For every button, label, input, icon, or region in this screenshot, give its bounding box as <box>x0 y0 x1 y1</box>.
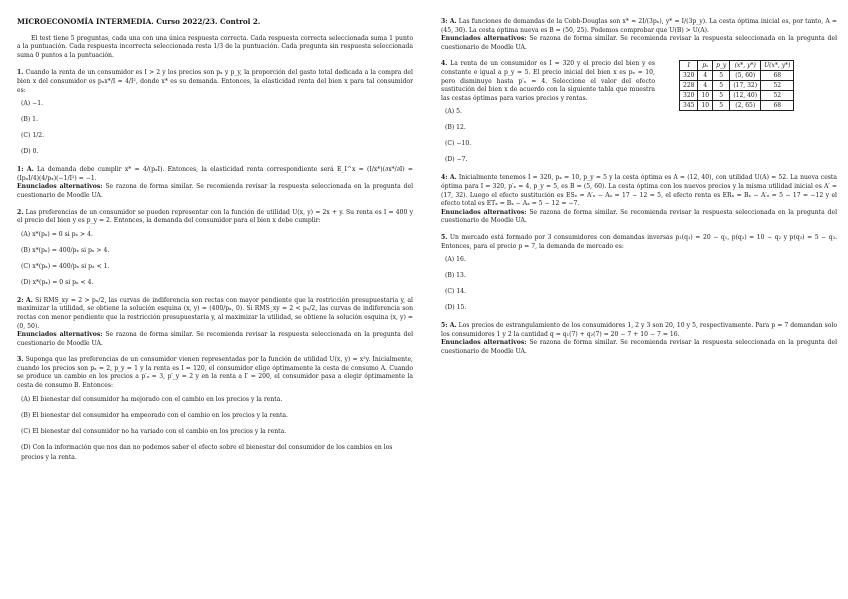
table-cell: 4 <box>698 81 713 91</box>
option-c: (C) 14. <box>445 288 467 296</box>
question-2-options <box>17 230 413 294</box>
alt-label: Enunciados alternativos: <box>17 183 103 191</box>
option-a: (A) x*(pₓ) = 0 si pₓ > 4. <box>21 230 93 238</box>
table-header: pₓ <box>698 61 713 71</box>
table-header: (x*, y*) <box>730 61 761 71</box>
table-cell: 52 <box>761 81 794 91</box>
table-cell: 52 <box>761 91 794 101</box>
table-cell: 5 <box>713 101 730 111</box>
table-row <box>680 91 794 101</box>
right-column <box>441 18 837 364</box>
question-3-solution <box>441 18 837 52</box>
option-b: (B) El bienestar del consumidor ha empeorado con el cambio en los precios y la renta. <box>21 411 288 419</box>
document-title: MICROECONOMÍA INTERMEDIA. Curso 2022/23. Control 2. <box>17 17 261 26</box>
question-4-stem <box>441 60 655 103</box>
question-text: Cuando la renta de un consumidor es I > 2 y los precios son pₓ y p_y, la proporción del gasto total dedicada a la compra del bien x del consumidor es pₓx*/I = 4/I², donde x* es su demanda. Entonces, la elasticidad renta del bien x para tal consumidor es: <box>17 69 413 94</box>
table-header: U(x*, y*) <box>761 61 794 71</box>
table-cell: (17, 32) <box>730 81 761 91</box>
answer-label: 1: A. <box>17 166 34 174</box>
option-b: (B) x*(pₓ) = 400/pₓ si pₓ > 4. <box>21 246 110 254</box>
alt-text: Se razona de forma similar. Se recomienda revisar la respuesta seleccionada en la pregunta del cuestionario de Moodle UA. <box>17 331 414 347</box>
table-header-row <box>680 61 794 71</box>
alt-label: Enunciados alternativos: <box>441 35 527 43</box>
question-number: 3. <box>17 356 24 364</box>
option-d: (D) Con la información que nos dan no podemos saber el efecto sobre el bienestar del consumidor de los cambios en los precios y la renta. <box>21 443 393 461</box>
question-4 <box>441 60 837 226</box>
option-c: (C) x*(pₓ) = 400/pₓ si pₓ < 1. <box>21 262 110 270</box>
option-a: (A) 5. <box>445 108 462 116</box>
option-d: (D) 0. <box>21 148 39 156</box>
question-5-solution <box>441 322 837 356</box>
answer-text: Los precios de estrangulamiento de los consumidores 1, 2 y 3 son 20, 10 y 5, respectivamente. Para p = 7 demandan solo los consumidores 1 y 2 la cantidad q = q₁(7) + q₂(7) = 20 − 7 + 10 − 7 = 16. <box>441 322 837 338</box>
option-c: (C) −10. <box>445 140 472 148</box>
question-number: 1. <box>17 69 24 77</box>
option-c: (C) El bienestar del consumidor no ha variado con el cambio en los precios y la renta. <box>21 427 287 435</box>
table-cell: 320 <box>680 71 698 81</box>
option-d: (D) 15. <box>445 304 467 312</box>
option-d: (D) −7. <box>445 156 468 164</box>
question-number: 4. <box>441 60 448 68</box>
question-3-stem <box>17 356 413 390</box>
question-4-stem-wrap <box>441 60 837 109</box>
table-cell: 68 <box>761 101 794 111</box>
table-row <box>680 81 794 91</box>
table-cell: (12, 40) <box>730 91 761 101</box>
answer-label: 5: A. <box>441 322 457 330</box>
question-text: Suponga que las preferencias de un consumidor vienen representadas por la función de utilidad U(x, y) = x²y. Inicialmente, cuando los precios son pₓ = 2, p_y = 1 y la renta es I = 120, el consumidor elige óptimamente la cesta de consumo A. Cuando se produce un cambio en los precios a p′ₓ = 3, p′_y = 2 y en la renta a I′ = 200, el consumidor pasa a elegir óptimamente la cesta de consumo B. Entonces: <box>17 356 413 390</box>
alt-label: Enunciados alternativos: <box>441 208 527 216</box>
table-cell: 10 <box>698 101 713 111</box>
option-c: (C) 1/2. <box>21 132 45 140</box>
left-column <box>17 18 413 465</box>
answer-text: Las funciones de demandas de la Cobb-Douglas son x* = 2I/(3pₓ), y* = I/(3p_y). La cesta óptima inicial es, por tanto, A = (45, 30). La cesta óptima nueva es B = (50, 25). Podemos comprobar que U(B) > U(A). <box>441 18 837 34</box>
table-cell: 68 <box>761 71 794 81</box>
question-text: Un mercado está formado por 3 consumidores con demandas inversas p₁(q₁) = 20 − q₁, p(q₂) = 10 − q₂ y p(q₃) = 5 − q₃. Entonces, para el precio p = 7, la demanda de mercado es: <box>441 233 838 250</box>
option-b: (B) 12. <box>445 124 466 132</box>
option-d: (D) x*(pₓ) = 0 si pₓ < 4. <box>21 278 94 286</box>
table-cell: 4 <box>698 71 713 81</box>
table-header: p_y <box>713 61 730 71</box>
instructions: El test tiene 5 preguntas, cada una con una única respuesta correcta. Cada respuesta correcta seleccionada suma 1 punto a la puntuación. Cada respuesta incorrecta seleccionada resta 1/3 de la puntuación. Cada pregunta sin respuesta seleccionada suma 0 puntos a la puntuación. <box>17 34 413 59</box>
option-a: (A) −1. <box>21 100 44 108</box>
question-number: 5. <box>441 233 448 241</box>
option-b: (B) 13. <box>445 272 466 280</box>
alt-text: Se razona de forma similar. Se recomienda revisar la respuesta seleccionada en la pregunta del cuestionario de Moodle UA. <box>441 339 838 355</box>
question-1-solution <box>17 166 413 200</box>
question-5 <box>441 234 837 357</box>
alt-text: Se razona de forma similar. Se recomienda revisar la respuesta seleccionada en la pregunta del cuestionario de Moodle UA. <box>17 183 414 199</box>
answer-text: Si RMS_xy = 2 > pₓ/2, las curvas de indiferencia son rectas con mayor pendiente que la restricción presupuestaria y, al maximizar la utilidad, se obtiene la solución esquina (x, y) = (400/pₓ, 0). Si RMS_xy = 2 < pₓ/2, las curvas de indiferencia son rectas con menor pendiente que la restricción presupuestaria y, al maximizar la utilidad, se obtiene la solución esquina (x, y) = (0, 50). <box>17 296 413 330</box>
question-4-solution <box>441 174 837 226</box>
question-4-options <box>441 107 837 171</box>
table-cell: 5 <box>713 91 730 101</box>
option-a: (A) 16. <box>445 256 466 264</box>
alt-text: Se razona de forma similar. Se recomienda revisar la respuesta seleccionada en la pregunta del cuestionario de Moodle UA. <box>441 208 838 225</box>
question-text: Las preferencias de un consumidor se pueden representar con la función de utilidad U(x, y) = 2x + y. Su renta es I = 400 y el precio del bien y es p_y = 2. Entonces, la demanda del consumidor para el bien x debe cumplir: <box>17 208 414 225</box>
table-cell: 228 <box>680 81 698 91</box>
question-3-options <box>17 395 413 463</box>
table-cell: 10 <box>698 91 713 101</box>
bundles-table <box>679 60 794 111</box>
option-b: (B) 1. <box>21 116 38 124</box>
answer-label: 4: A. <box>441 174 457 182</box>
question-2-solution <box>17 297 413 349</box>
table-row <box>680 101 794 111</box>
answer-text: Inicialmente tenemos I = 320, pₓ = 10, p_y = 5 y la cesta óptima es A = (12, 40), con utilidad U(A) = 52. La nueva cesta óptima para I = 320, p′ₓ = 4, p_y = 5, es B = (5, 60). La cesta óptima con los nuevos precios y la misma utilidad inicial es A′ = (17, 32). Luego el efecto sustitución es ESₓ = A′ₓ − Aₓ = 17 − 12 = 5, el efecto renta es ERₓ = Bₓ − A′ₓ = 5 − 17 = −12 y el efecto total es ETₓ = Bₓ − Aₓ = 5 − 12 = −7. <box>441 174 838 208</box>
question-5-stem <box>441 234 837 251</box>
answer-label: 3: A. <box>441 18 457 25</box>
question-2 <box>17 209 413 349</box>
alt-text: Se razona de forma similar. Se recomienda revisar la respuesta seleccionada en la pregunta del cuestionario de Moodle UA. <box>441 35 838 51</box>
table-cell: (2, 65) <box>730 101 761 111</box>
table-cell: 320 <box>680 91 698 101</box>
question-1-options <box>17 99 413 163</box>
question-5-options <box>441 255 837 319</box>
question-1-stem <box>17 69 413 95</box>
table-cell: 345 <box>680 101 698 111</box>
question-1 <box>17 69 413 200</box>
question-3 <box>17 356 413 462</box>
table-cell: (5, 60) <box>730 71 761 81</box>
alt-label: Enunciados alternativos: <box>441 339 527 347</box>
question-number: 2. <box>17 208 24 216</box>
table-row <box>680 71 794 81</box>
question-2-stem <box>17 209 413 226</box>
option-a: (A) El bienestar del consumidor ha mejorado con el cambio en los precios y la renta. <box>21 395 283 403</box>
alt-label: Enunciados alternativos: <box>17 331 103 339</box>
table-header: I <box>680 61 698 71</box>
question-text: La renta de un consumidor es I = 320 y el precio del bien y es constante e igual a p_y = 5. El precio inicial del bien x es pₓ = 10, pero disminuye hasta p′ₓ = 4. Seleccione el valor del efecto sustitución del bien x de acuerdo con la siguiente tabla que muestra las cestas óptimas para varios precios y rentas. <box>441 60 655 102</box>
answer-label: 2: A. <box>17 296 33 304</box>
table-cell: 5 <box>713 81 730 91</box>
answer-text: La demanda debe cumplir x* = 4/(pₓI). Entonces, la elasticidad renta correspondiente será E_I^x = (I/x*)(∂x*/∂I) = (IpₓI/4)(4/pₓ)(−1/I²) = −1. <box>17 166 413 182</box>
table-cell: 5 <box>713 71 730 81</box>
